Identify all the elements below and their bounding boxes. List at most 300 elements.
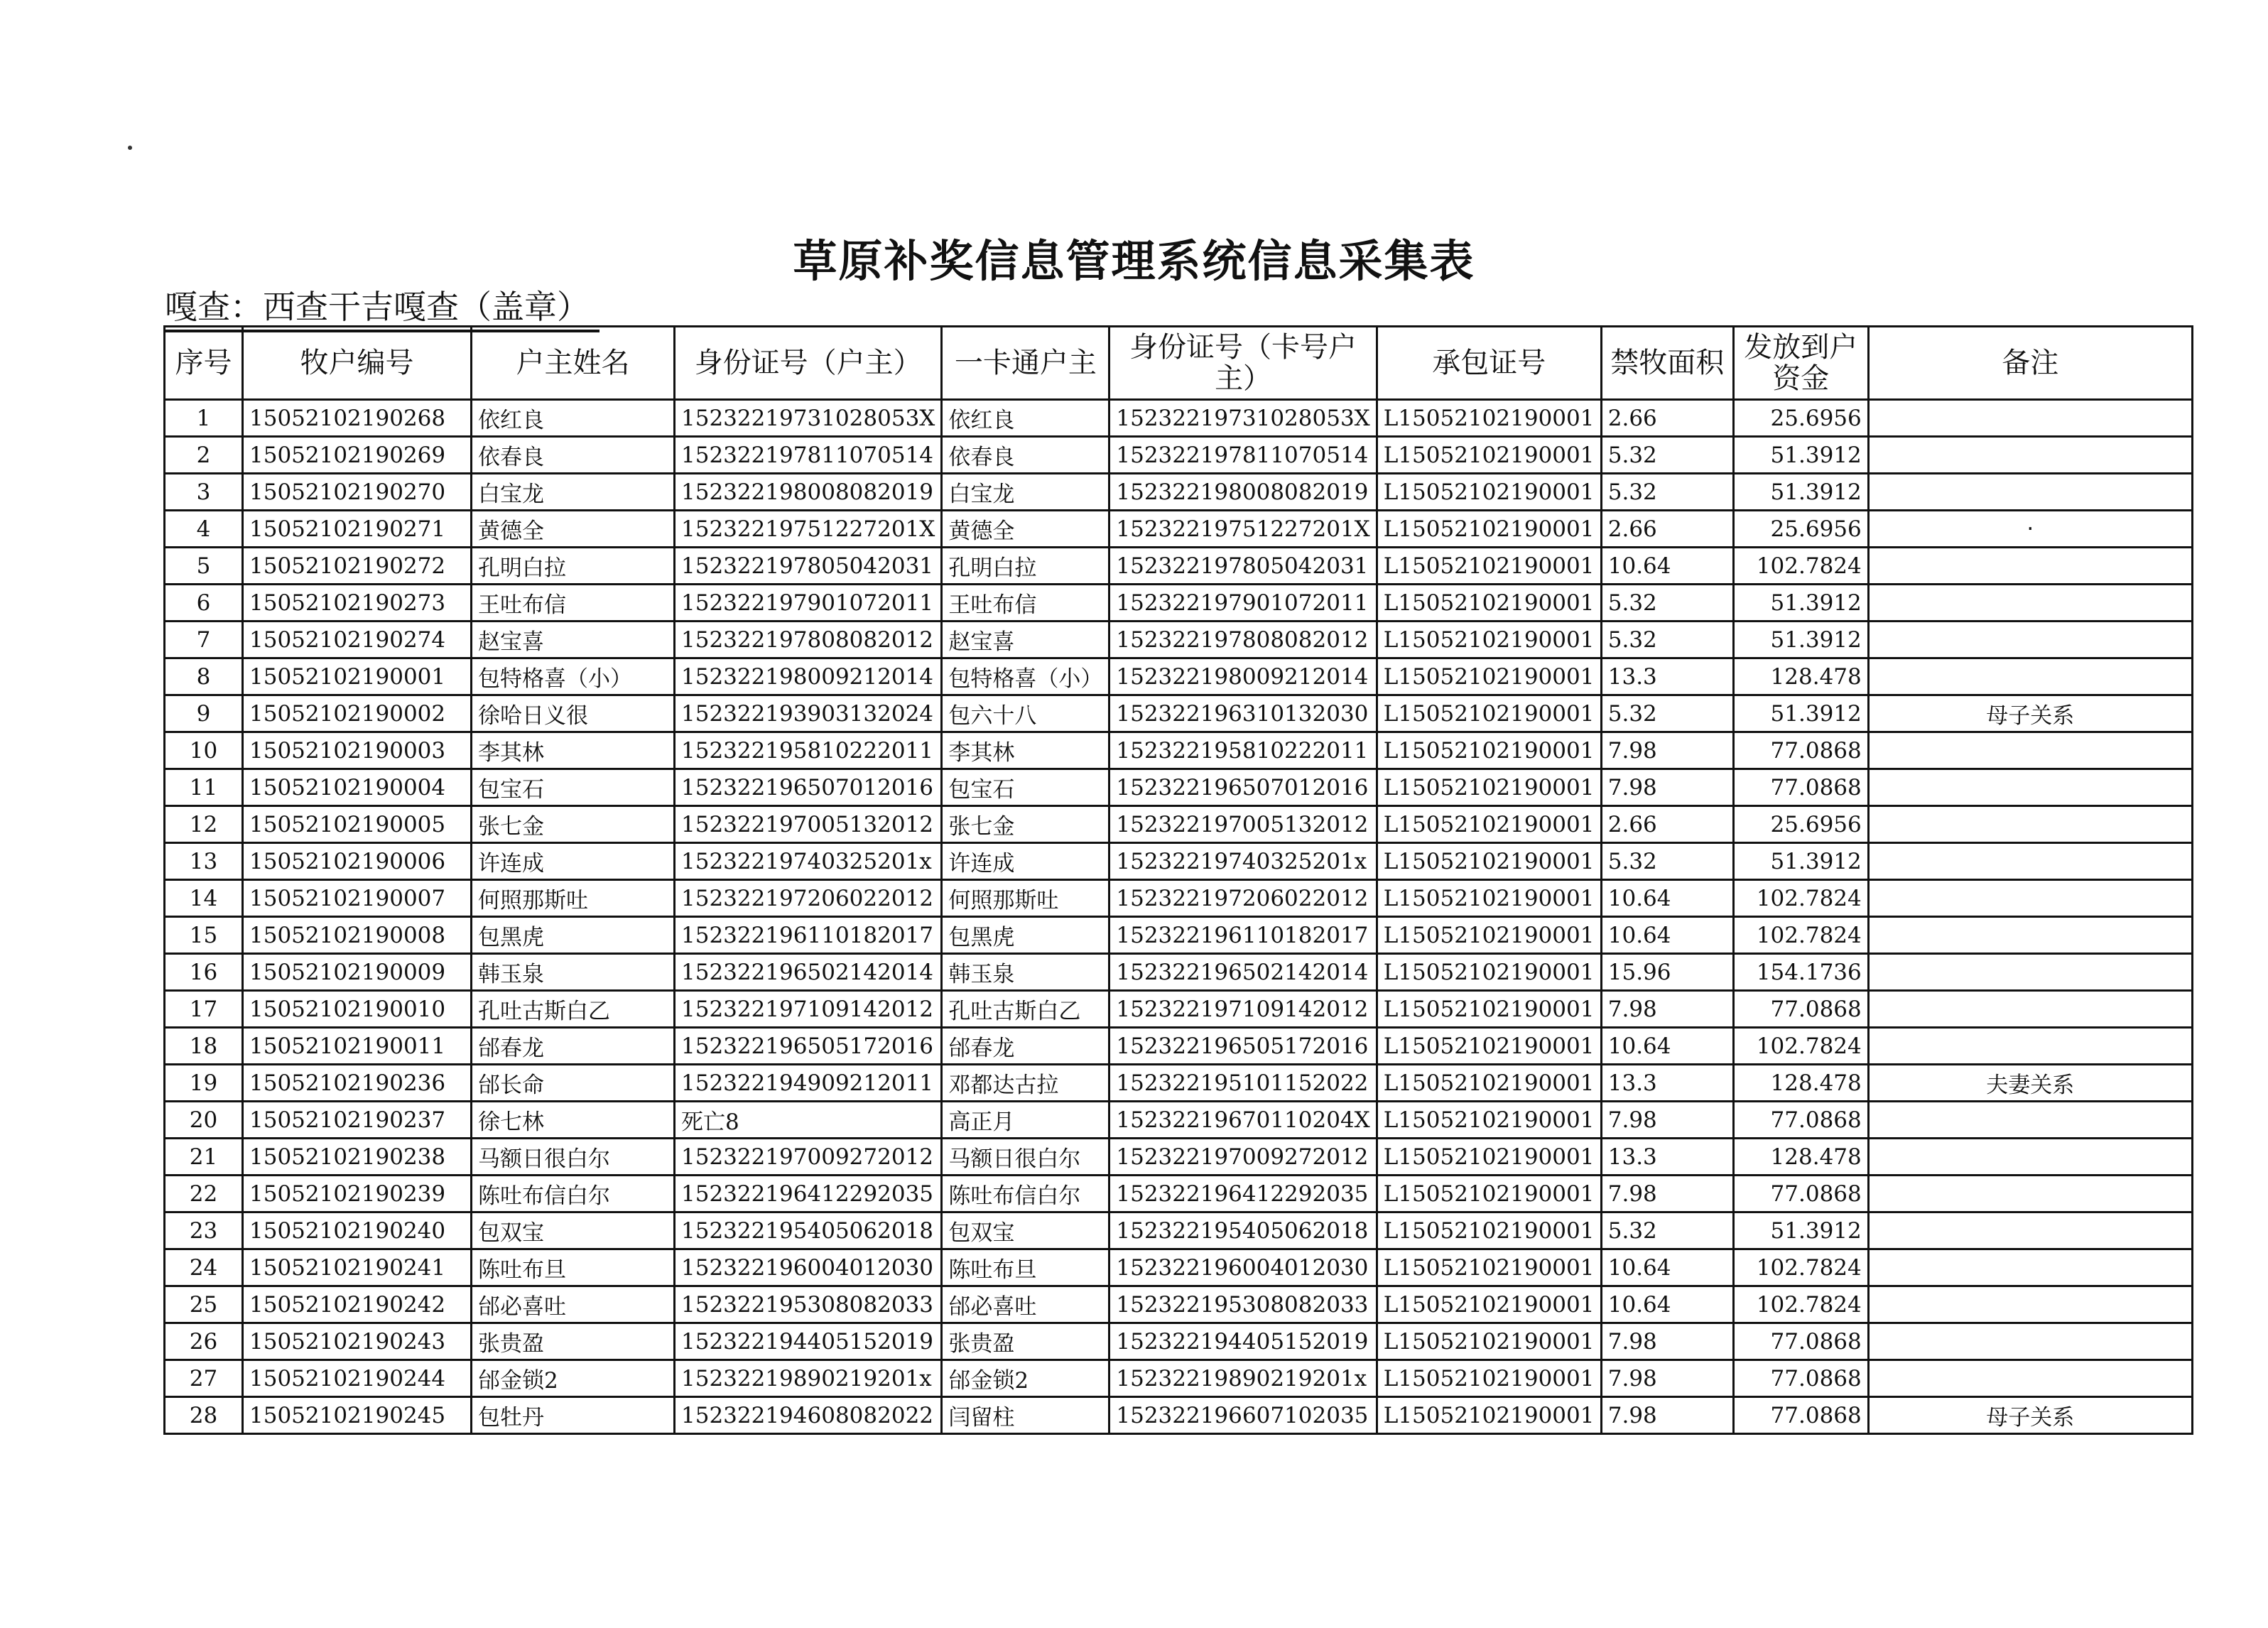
cell-herder-id: 15052102190011	[243, 1028, 472, 1065]
cell-card-holder: 许连成	[942, 843, 1109, 880]
cell-head-name: 邰金锁2	[472, 1360, 675, 1397]
cell-head-name: 陈吐布信白尔	[472, 1176, 675, 1212]
table-row	[165, 1212, 2193, 1249]
cell-card-id: 152322196607102035	[1109, 1397, 1377, 1434]
table-row	[165, 622, 2193, 658]
cell-seq: 27	[165, 1360, 243, 1397]
cell-head-name: 邰长命	[472, 1065, 675, 1102]
cell-head-name: 李其林	[472, 732, 675, 769]
cell-note: 母子关系	[1868, 1397, 2192, 1434]
cell-area: 5.32	[1601, 474, 1733, 511]
cell-herder-id: 15052102190244	[243, 1360, 472, 1397]
cell-area: 10.64	[1601, 1249, 1733, 1286]
cell-contract: L15052102190001	[1377, 400, 1601, 437]
cell-contract: L15052102190001	[1377, 658, 1601, 695]
cell-card-holder: 马额日很白尔	[942, 1139, 1109, 1176]
cell-herder-id: 15052102190239	[243, 1176, 472, 1212]
header-card-holder: 一卡通户主	[942, 327, 1109, 400]
cell-contract: L15052102190001	[1377, 806, 1601, 843]
cell-seq: 12	[165, 806, 243, 843]
cell-card-id: 152322196412292035	[1109, 1176, 1377, 1212]
header-contract: 承包证号	[1377, 327, 1601, 400]
cell-fund: 154.1736	[1733, 954, 1868, 991]
header-head-name: 户主姓名	[472, 327, 675, 400]
cell-herder-id: 15052102190271	[243, 511, 472, 548]
cell-head-id: 152322194405152019	[675, 1323, 942, 1360]
cell-card-holder: 张贵盈	[942, 1323, 1109, 1360]
table-row	[165, 1360, 2193, 1397]
cell-head-name: 邰必喜吐	[472, 1286, 675, 1323]
cell-card-id: 152322198009212014	[1109, 658, 1377, 695]
cell-seq: 3	[165, 474, 243, 511]
cell-head-name: 王吐布信	[472, 585, 675, 622]
cell-herder-id: 15052102190269	[243, 437, 472, 474]
cell-area: 7.98	[1601, 769, 1733, 806]
cell-seq: 14	[165, 880, 243, 917]
cell-fund: 128.478	[1733, 1065, 1868, 1102]
header-card-id: 身份证号（卡号户主）	[1109, 327, 1377, 400]
header-row	[165, 327, 2193, 400]
cell-herder-id: 15052102190006	[243, 843, 472, 880]
cell-fund: 102.7824	[1733, 880, 1868, 917]
cell-card-holder: 高正月	[942, 1102, 1109, 1139]
cell-fund: 77.0868	[1733, 1397, 1868, 1434]
cell-head-name: 邰春龙	[472, 1028, 675, 1065]
cell-note	[1868, 1139, 2192, 1176]
cell-contract: L15052102190001	[1377, 1249, 1601, 1286]
cell-fund: 51.3912	[1733, 585, 1868, 622]
cell-head-name: 白宝龙	[472, 474, 675, 511]
cell-note	[1868, 732, 2192, 769]
cell-fund: 102.7824	[1733, 548, 1868, 585]
cell-contract: L15052102190001	[1377, 954, 1601, 991]
cell-head-id: 152322197901072011	[675, 585, 942, 622]
header-herder-id: 牧户编号	[243, 327, 472, 400]
cell-note	[1868, 548, 2192, 585]
cell-head-name: 何照那斯吐	[472, 880, 675, 917]
info-table	[163, 325, 2193, 1435]
header-area: 禁牧面积	[1601, 327, 1733, 400]
cell-head-id: 15232219890219201x	[675, 1360, 942, 1397]
cell-fund: 51.3912	[1733, 474, 1868, 511]
cell-herder-id: 15052102190003	[243, 732, 472, 769]
cell-contract: L15052102190001	[1377, 695, 1601, 732]
cell-head-id: 152322196507012016	[675, 769, 942, 806]
cell-head-id: 152322198008082019	[675, 474, 942, 511]
cell-area: 15.96	[1601, 954, 1733, 991]
cell-card-id: 15232219751227201X	[1109, 511, 1377, 548]
cell-head-name: 赵宝喜	[472, 622, 675, 658]
header-head-id: 身份证号（户主）	[675, 327, 942, 400]
cell-herder-id: 15052102190272	[243, 548, 472, 585]
cell-contract: L15052102190001	[1377, 1323, 1601, 1360]
cell-seq: 10	[165, 732, 243, 769]
cell-note	[1868, 437, 2192, 474]
cell-seq: 11	[165, 769, 243, 806]
cell-head-id: 152322197206022012	[675, 880, 942, 917]
cell-seq: 26	[165, 1323, 243, 1360]
cell-seq: 5	[165, 548, 243, 585]
table-row	[165, 769, 2193, 806]
cell-note	[1868, 622, 2192, 658]
cell-contract: L15052102190001	[1377, 1176, 1601, 1212]
table-row	[165, 1028, 2193, 1065]
cell-contract: L15052102190001	[1377, 1102, 1601, 1139]
cell-herder-id: 15052102190268	[243, 400, 472, 437]
cell-head-id: 15232219751227201X	[675, 511, 942, 548]
cell-fund: 128.478	[1733, 658, 1868, 695]
cell-head-name: 包双宝	[472, 1212, 675, 1249]
cell-note	[1868, 769, 2192, 806]
cell-area: 5.32	[1601, 437, 1733, 474]
cell-card-holder: 陈吐布信白尔	[942, 1176, 1109, 1212]
cell-contract: L15052102190001	[1377, 511, 1601, 548]
cell-fund: 25.6956	[1733, 400, 1868, 437]
cell-herder-id: 15052102190005	[243, 806, 472, 843]
cell-fund: 51.3912	[1733, 843, 1868, 880]
cell-card-holder: 李其林	[942, 732, 1109, 769]
cell-seq: 15	[165, 917, 243, 954]
cell-card-id: 152322198008082019	[1109, 474, 1377, 511]
cell-card-holder: 张七金	[942, 806, 1109, 843]
table-row	[165, 954, 2193, 991]
cell-note	[1868, 1102, 2192, 1139]
cell-area: 7.98	[1601, 1360, 1733, 1397]
cell-fund: 102.7824	[1733, 1286, 1868, 1323]
cell-contract: L15052102190001	[1377, 585, 1601, 622]
cell-seq: 28	[165, 1397, 243, 1434]
cell-herder-id: 15052102190004	[243, 769, 472, 806]
cell-seq: 4	[165, 511, 243, 548]
cell-herder-id: 15052102190274	[243, 622, 472, 658]
cell-herder-id: 15052102190009	[243, 954, 472, 991]
cell-card-holder: 黄德全	[942, 511, 1109, 548]
table-row	[165, 437, 2193, 474]
cell-seq: 16	[165, 954, 243, 991]
cell-contract: L15052102190001	[1377, 1212, 1601, 1249]
cell-card-id: 152322194405152019	[1109, 1323, 1377, 1360]
cell-head-id: 15232219740325201x	[675, 843, 942, 880]
cell-card-id: 15232219890219201x	[1109, 1360, 1377, 1397]
cell-head-id: 152322196505172016	[675, 1028, 942, 1065]
cell-seq: 2	[165, 437, 243, 474]
cell-note: 母子关系	[1868, 695, 2192, 732]
table-row	[165, 1176, 2193, 1212]
cell-card-holder: 依红良	[942, 400, 1109, 437]
cell-fund: 51.3912	[1733, 695, 1868, 732]
cell-card-holder: 闫留柱	[942, 1397, 1109, 1434]
table-row	[165, 400, 2193, 437]
cell-seq: 20	[165, 1102, 243, 1139]
cell-note	[1868, 1212, 2192, 1249]
cell-fund: 25.6956	[1733, 511, 1868, 548]
table-row	[165, 1286, 2193, 1323]
header-fund: 发放到户资金	[1733, 327, 1868, 400]
cell-head-name: 张贵盈	[472, 1323, 675, 1360]
cell-area: 5.32	[1601, 1212, 1733, 1249]
cell-head-name: 张七金	[472, 806, 675, 843]
cell-card-id: 152322196004012030	[1109, 1249, 1377, 1286]
cell-contract: L15052102190001	[1377, 1286, 1601, 1323]
cell-contract: L15052102190001	[1377, 1139, 1601, 1176]
cell-herder-id: 15052102190245	[243, 1397, 472, 1434]
cell-card-id: 152322197109142012	[1109, 991, 1377, 1028]
table-row	[165, 1397, 2193, 1434]
cell-head-id: 死亡8	[675, 1102, 942, 1139]
cell-card-id: 152322195810222011	[1109, 732, 1377, 769]
cell-note: 夫妻关系	[1868, 1065, 2192, 1102]
cell-fund: 102.7824	[1733, 917, 1868, 954]
cell-card-id: 152322195405062018	[1109, 1212, 1377, 1249]
cell-contract: L15052102190001	[1377, 1360, 1601, 1397]
cell-head-id: 152322197808082012	[675, 622, 942, 658]
table-row	[165, 1065, 2193, 1102]
cell-head-name: 包特格喜（小）	[472, 658, 675, 695]
cell-seq: 1	[165, 400, 243, 437]
scan-speck	[128, 146, 132, 150]
cell-seq: 21	[165, 1139, 243, 1176]
cell-fund: 128.478	[1733, 1139, 1868, 1176]
cell-card-holder: 包特格喜（小）	[942, 658, 1109, 695]
cell-head-id: 152322196412292035	[675, 1176, 942, 1212]
cell-note	[1868, 1028, 2192, 1065]
cell-herder-id: 15052102190007	[243, 880, 472, 917]
cell-card-holder: 邰金锁2	[942, 1360, 1109, 1397]
cell-note	[1868, 1249, 2192, 1286]
cell-note	[1868, 1286, 2192, 1323]
cell-area: 13.3	[1601, 1139, 1733, 1176]
cell-herder-id: 15052102190241	[243, 1249, 472, 1286]
cell-card-holder: 包六十八	[942, 695, 1109, 732]
cell-card-holder: 包宝石	[942, 769, 1109, 806]
cell-area: 7.98	[1601, 1397, 1733, 1434]
cell-herder-id: 15052102190242	[243, 1286, 472, 1323]
cell-head-id: 152322197005132012	[675, 806, 942, 843]
cell-seq: 25	[165, 1286, 243, 1323]
table-row	[165, 880, 2193, 917]
table-row	[165, 843, 2193, 880]
cell-area: 7.98	[1601, 732, 1733, 769]
cell-card-holder: 孔明白拉	[942, 548, 1109, 585]
cell-contract: L15052102190001	[1377, 880, 1601, 917]
cell-card-holder: 陈吐布旦	[942, 1249, 1109, 1286]
cell-seq: 7	[165, 622, 243, 658]
cell-area: 2.66	[1601, 806, 1733, 843]
cell-head-name: 许连成	[472, 843, 675, 880]
village-stamp-line: 嘎查：西查干吉嘎查（盖章）	[165, 281, 599, 332]
table-row	[165, 732, 2193, 769]
cell-note	[1868, 400, 2192, 437]
cell-note	[1868, 1323, 2192, 1360]
cell-note	[1868, 585, 2192, 622]
cell-fund: 102.7824	[1733, 1249, 1868, 1286]
cell-seq: 19	[165, 1065, 243, 1102]
cell-card-id: 152322197808082012	[1109, 622, 1377, 658]
cell-seq: 8	[165, 658, 243, 695]
cell-herder-id: 15052102190237	[243, 1102, 472, 1139]
cell-note	[1868, 917, 2192, 954]
table-row	[165, 1249, 2193, 1286]
cell-card-holder: 王吐布信	[942, 585, 1109, 622]
cell-card-id: 152322196110182017	[1109, 917, 1377, 954]
cell-contract: L15052102190001	[1377, 732, 1601, 769]
cell-herder-id: 15052102190008	[243, 917, 472, 954]
cell-fund: 77.0868	[1733, 1102, 1868, 1139]
cell-head-name: 马额日很白尔	[472, 1139, 675, 1176]
cell-head-id: 152322197009272012	[675, 1139, 942, 1176]
cell-contract: L15052102190001	[1377, 474, 1601, 511]
cell-head-name: 黄德全	[472, 511, 675, 548]
cell-card-holder: 邰必喜吐	[942, 1286, 1109, 1323]
cell-herder-id: 15052102190273	[243, 585, 472, 622]
cell-fund: 77.0868	[1733, 1360, 1868, 1397]
cell-herder-id: 15052102190243	[243, 1323, 472, 1360]
cell-note	[1868, 954, 2192, 991]
cell-head-id: 152322194909212011	[675, 1065, 942, 1102]
table-body	[165, 400, 2193, 1434]
cell-card-id: 15232219670110204X	[1109, 1102, 1377, 1139]
cell-herder-id: 15052102190270	[243, 474, 472, 511]
document-title: 草原补奖信息管理系统信息采集表	[793, 235, 1475, 287]
cell-head-name: 依红良	[472, 400, 675, 437]
cell-area: 7.98	[1601, 1323, 1733, 1360]
cell-fund: 77.0868	[1733, 991, 1868, 1028]
cell-seq: 17	[165, 991, 243, 1028]
cell-head-id: 152322195810222011	[675, 732, 942, 769]
cell-area: 10.64	[1601, 548, 1733, 585]
cell-note	[1868, 880, 2192, 917]
cell-area: 10.64	[1601, 1028, 1733, 1065]
cell-note	[1868, 658, 2192, 695]
cell-fund: 77.0868	[1733, 1323, 1868, 1360]
table-row	[165, 511, 2193, 548]
header-seq: 序号	[165, 327, 243, 400]
table-row	[165, 695, 2193, 732]
cell-fund: 102.7824	[1733, 1028, 1868, 1065]
cell-note	[1868, 1176, 2192, 1212]
cell-area: 10.64	[1601, 1286, 1733, 1323]
cell-card-id: 15232219731028053X	[1109, 400, 1377, 437]
cell-card-holder: 孔吐古斯白乙	[942, 991, 1109, 1028]
cell-head-id: 152322197805042031	[675, 548, 942, 585]
cell-fund: 51.3912	[1733, 1212, 1868, 1249]
table-row	[165, 585, 2193, 622]
cell-area: 5.32	[1601, 622, 1733, 658]
cell-card-holder: 何照那斯吐	[942, 880, 1109, 917]
cell-herder-id: 15052102190010	[243, 991, 472, 1028]
table-row	[165, 548, 2193, 585]
cell-head-name: 陈吐布旦	[472, 1249, 675, 1286]
cell-note	[1868, 474, 2192, 511]
cell-fund: 77.0868	[1733, 769, 1868, 806]
table-row	[165, 991, 2193, 1028]
cell-area: 7.98	[1601, 1102, 1733, 1139]
cell-card-id: 152322195101152022	[1109, 1065, 1377, 1102]
cell-area: 10.64	[1601, 880, 1733, 917]
cell-head-name: 包宝石	[472, 769, 675, 806]
cell-contract: L15052102190001	[1377, 1397, 1601, 1434]
cell-card-id: 152322196507012016	[1109, 769, 1377, 806]
cell-seq: 18	[165, 1028, 243, 1065]
cell-card-id: 152322197901072011	[1109, 585, 1377, 622]
cell-head-name: 依春良	[472, 437, 675, 474]
cell-head-name: 包牡丹	[472, 1397, 675, 1434]
cell-card-holder: 赵宝喜	[942, 622, 1109, 658]
cell-fund: 51.3912	[1733, 622, 1868, 658]
cell-area: 13.3	[1601, 658, 1733, 695]
cell-area: 7.98	[1601, 991, 1733, 1028]
header-note: 备注	[1868, 327, 2192, 400]
cell-head-name: 包黑虎	[472, 917, 675, 954]
table-row	[165, 1102, 2193, 1139]
cell-contract: L15052102190001	[1377, 1028, 1601, 1065]
cell-card-id: 152322195308082033	[1109, 1286, 1377, 1323]
cell-note	[1868, 1360, 2192, 1397]
cell-card-id: 152322196310132030	[1109, 695, 1377, 732]
cell-card-id: 152322197206022012	[1109, 880, 1377, 917]
cell-herder-id: 15052102190001	[243, 658, 472, 695]
cell-seq: 6	[165, 585, 243, 622]
cell-card-holder: 邓都达古拉	[942, 1065, 1109, 1102]
cell-head-name: 韩玉泉	[472, 954, 675, 991]
cell-head-name: 徐七林	[472, 1102, 675, 1139]
cell-card-holder: 包黑虎	[942, 917, 1109, 954]
cell-contract: L15052102190001	[1377, 1065, 1601, 1102]
cell-seq: 24	[165, 1249, 243, 1286]
cell-seq: 23	[165, 1212, 243, 1249]
table-row	[165, 806, 2193, 843]
cell-card-id: 152322197005132012	[1109, 806, 1377, 843]
table-row	[165, 474, 2193, 511]
cell-seq: 9	[165, 695, 243, 732]
cell-fund: 77.0868	[1733, 732, 1868, 769]
cell-head-id: 152322194608082022	[675, 1397, 942, 1434]
cell-card-id: 15232219740325201x	[1109, 843, 1377, 880]
table-row	[165, 658, 2193, 695]
cell-seq: 13	[165, 843, 243, 880]
cell-contract: L15052102190001	[1377, 437, 1601, 474]
cell-contract: L15052102190001	[1377, 843, 1601, 880]
cell-note	[1868, 843, 2192, 880]
cell-herder-id: 15052102190238	[243, 1139, 472, 1176]
cell-contract: L15052102190001	[1377, 917, 1601, 954]
cell-head-id: 152322195308082033	[675, 1286, 942, 1323]
cell-note: ·	[1868, 511, 2192, 548]
cell-contract: L15052102190001	[1377, 548, 1601, 585]
cell-head-id: 152322195405062018	[675, 1212, 942, 1249]
cell-contract: L15052102190001	[1377, 991, 1601, 1028]
cell-head-name: 孔明白拉	[472, 548, 675, 585]
cell-head-id: 152322198009212014	[675, 658, 942, 695]
cell-card-id: 152322196502142014	[1109, 954, 1377, 991]
cell-fund: 77.0868	[1733, 1176, 1868, 1212]
cell-herder-id: 15052102190240	[243, 1212, 472, 1249]
cell-herder-id: 15052102190236	[243, 1065, 472, 1102]
cell-fund: 25.6956	[1733, 806, 1868, 843]
cell-head-id: 152322196110182017	[675, 917, 942, 954]
cell-card-holder: 韩玉泉	[942, 954, 1109, 991]
cell-seq: 22	[165, 1176, 243, 1212]
cell-note	[1868, 806, 2192, 843]
cell-area: 2.66	[1601, 400, 1733, 437]
cell-card-holder: 白宝龙	[942, 474, 1109, 511]
cell-contract: L15052102190001	[1377, 769, 1601, 806]
cell-head-id: 152322197109142012	[675, 991, 942, 1028]
cell-head-id: 152322196004012030	[675, 1249, 942, 1286]
cell-card-holder: 依春良	[942, 437, 1109, 474]
cell-card-id: 152322197811070514	[1109, 437, 1377, 474]
cell-head-id: 15232219731028053X	[675, 400, 942, 437]
